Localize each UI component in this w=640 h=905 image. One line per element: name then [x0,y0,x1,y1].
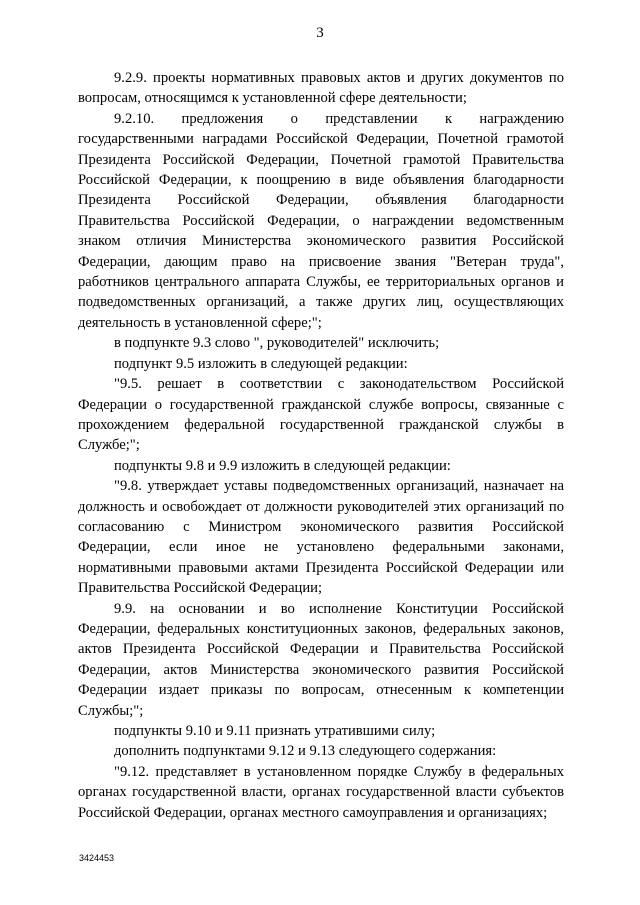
paragraph-repeal-9-10-9-11: подпункты 9.10 и 9.11 признать утратившими силу; [114,723,436,739]
paragraph-9-2-9: 9.2.9. проекты нормативных правовых актов и других документов по вопросам, относящимся к установленной сфере деятельности; [78,70,564,107]
paragraph-add-9-12-9-13-intro: дополнить подпунктами 9.12 и 9.13 следующего содержания: [114,743,497,760]
paragraph-9-12: "9.12. представляет в установленном порядке Службу в федеральных органах государственной власти, органах государственной власти субъектов Российской Федерации, органах местного самоуправления и организациях; [78,763,564,821]
paragraph-amend-9-5-intro: подпункт 9.5 изложить в следующей редакции: [114,355,408,372]
document-body [78,68,564,823]
paragraph-9-2-10: 9.2.10. предложения о представлении к награждению государственными наградами Российской Федерации, Почетной грамотой Президента Российской Федерации, Почетной грамотой Правительства Российской Федерации, к поощрению в виде объявления благодарности Президента Российской Федерации, объявления благодарности Правительства Российской Федерации, о награждении ведомственным знаком отличия Министерства экономического развития Российской Федерации, дающим право на присвоение звания "Ветеран труда", работников центрального аппарата Службы, ее территориальных органов и подведомственных организаций, а также других лиц, осуществляющих деятельность в установленной сфере;"; [78,110,564,331]
paragraph-amend-9-8-9-9-intro: подпункты 9.8 и 9.9 изложить в следующей редакции: [114,457,451,474]
page-number: 3 [316,25,324,41]
document-code: 3424453 [79,853,115,863]
paragraph-9-9: 9.9. на основании и во исполнение Конституции Российской Федерации, федеральных конституционных законов, федеральных законов, актов Президента Российской Федерации и Правительства Российской Федерации, актов Министерства экономического развития Российской Федерации издает приказы по вопросам, отнесенным к компетенции Службы;"; [78,600,564,719]
paragraph-amend-9-3: в подпункте 9.3 слово ", руководителей" исключить; [114,335,440,352]
paragraph-9-8: "9.8. утверждает уставы подведомственных организаций, назначает на должность и освобождает от должности руководителей этих организаций по согласованию с Министром экономического развития Российской Федерации, если иное не установлено федеральными законами, нормативными правовыми актами Президента Российской Федерации или Правительства Российской Федерации; [78,478,564,597]
paragraph-9-5: "9.5. решает в соответствии с законодательством Российской Федерации о государственной гражданской службе вопросы, связанные с прохождением федеральной государственной гражданской службы в Службе;"; [78,376,564,454]
